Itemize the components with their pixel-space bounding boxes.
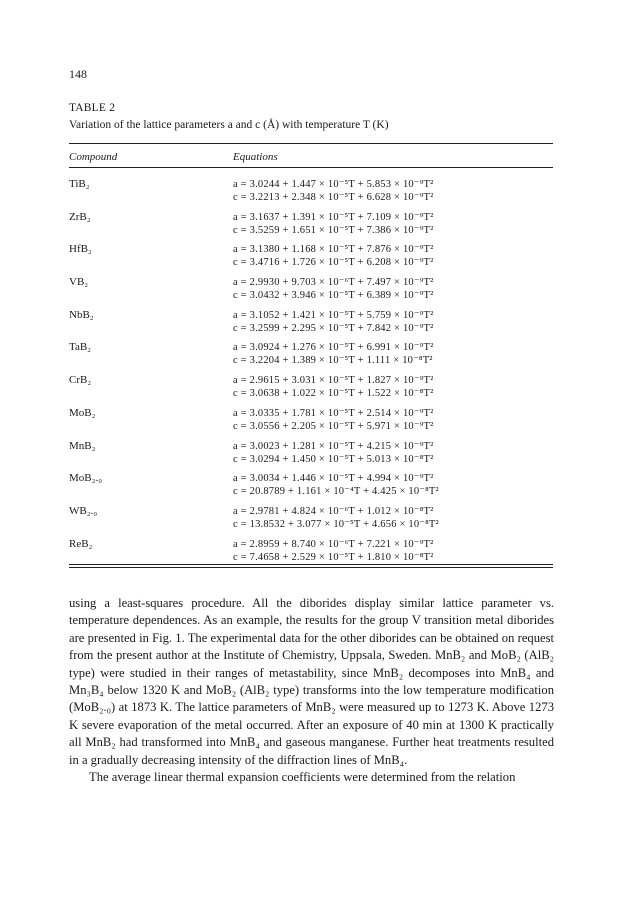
equation-c: c = 3.2213 + 2.348 × 10⁻⁵T + 6.628 × 10⁻⁹T² xyxy=(233,192,434,203)
table-row xyxy=(69,503,553,536)
table-row xyxy=(69,209,553,242)
compound-cell: CrB₂ xyxy=(69,374,92,387)
table-row xyxy=(69,176,553,209)
table-row xyxy=(69,339,553,372)
equation-c: c = 3.0432 + 3.946 × 10⁻⁵T + 6.389 × 10⁻⁹T² xyxy=(233,290,434,302)
equation-c: c = 3.4716 + 1.726 × 10⁻⁵T + 6.208 × 10⁻⁹T² xyxy=(233,257,434,269)
compound-cell: HfB₂ xyxy=(69,243,92,256)
equation-a: a = 3.0034 + 1.446 × 10⁻⁵T + 4.994 × 10⁻⁹T² xyxy=(233,473,434,485)
equation-a: a = 3.0335 + 1.781 × 10⁻⁵T + 2.514 × 10⁻⁹T² xyxy=(233,407,434,419)
table-row xyxy=(69,307,553,340)
table-body xyxy=(69,176,553,568)
equation-a: a = 2.8959 + 8.740 × 10⁻⁶T + 7.221 × 10⁻⁹T² xyxy=(233,538,434,550)
compound-cell: VB₂ xyxy=(69,276,89,289)
paragraph: The average linear thermal expansion coefficients were determined from the relation xyxy=(89,770,516,785)
compound-cell: ReB₂ xyxy=(69,537,93,550)
page-number: 148 xyxy=(69,67,87,81)
table-caption: Variation of the lattice parameters a and c (Å) with temperature T (K) xyxy=(69,119,389,131)
column-header-equations: Equations xyxy=(233,151,278,163)
equation-a: a = 3.1052 + 1.421 × 10⁻⁵T + 5.759 × 10⁻⁹T² xyxy=(233,309,434,321)
compound-cell: ZrB₂ xyxy=(69,210,91,223)
equation-a: a = 3.1637 + 1.391 × 10⁻⁵T + 7.109 × 10⁻⁹T² xyxy=(233,211,434,223)
table-bottom-rule xyxy=(69,564,553,565)
equation-a: a = 3.1380 + 1.168 × 10⁻⁵T + 7.876 × 10⁻⁹T² xyxy=(233,244,434,256)
table-row xyxy=(69,274,553,307)
compound-cell: NbB₂ xyxy=(69,308,94,321)
table-row xyxy=(69,405,553,438)
compound-cell: TiB₂ xyxy=(69,178,90,190)
table-row xyxy=(69,241,553,274)
column-header-compound: Compound xyxy=(69,151,118,163)
table-top-rule xyxy=(69,143,553,144)
table-header-rule xyxy=(69,167,553,168)
equation-c: c = 3.0638 + 1.022 × 10⁻⁵T + 1.522 × 10⁻⁸T² xyxy=(233,388,434,400)
equation-c: c = 3.0556 + 2.205 × 10⁻⁵T + 5.971 × 10⁻⁹T² xyxy=(233,420,434,432)
equation-c: c = 3.0294 + 1.450 × 10⁻⁵T + 5.013 × 10⁻⁸T² xyxy=(233,453,434,465)
equation-c: c = 20.8789 + 1.161 × 10⁻⁴T + 4.425 × 10⁻⁸T² xyxy=(233,486,439,498)
compound-cell: TaB₂ xyxy=(69,341,92,354)
equation-a: a = 2.9615 + 3.031 × 10⁻⁵T + 1.827 × 10⁻⁹T² xyxy=(233,375,434,387)
compound-cell: MoB₂ xyxy=(69,406,96,419)
equation-a: a = 3.0244 + 1.447 × 10⁻⁵T + 5.853 × 10⁻⁹T² xyxy=(233,179,434,190)
equation-a: a = 3.0924 + 1.276 × 10⁻⁵T + 6.991 × 10⁻⁹T² xyxy=(233,342,434,354)
equation-a: a = 2.9781 + 4.824 × 10⁻⁶T + 1.012 × 10⁻⁸T² xyxy=(233,505,434,517)
compound-cell: MoB₂.₀ xyxy=(69,472,103,485)
compound-cell: MnB₂ xyxy=(69,439,96,452)
table-row xyxy=(69,372,553,405)
equation-c: c = 13.8532 + 3.077 × 10⁻⁵T + 4.656 × 10⁻⁸T² xyxy=(233,518,439,530)
equation-c: c = 3.5259 + 1.651 × 10⁻⁵T + 7.386 × 10⁻⁹T² xyxy=(233,224,434,236)
equation-a: a = 3.0023 + 1.281 × 10⁻⁵T + 4.215 × 10⁻⁹T² xyxy=(233,440,434,452)
paragraph: using a least-squares procedure. All the diborides display similar lattice parameter vs. temperature dependences. As an example, the results for the group V transition metal diborides are presented in Fig. 1. The experimental data for the other diborides can be obtained on request from the present author at the Institute of Chemistry, Uppsala, Sweden. MnB₂ and MoB₂ (AlB₂ type) were studied in their ranges of metastability, since MnB₂ decomposes into MnB₄ and Mn₃B₄ below 1320 K and MoB₂ (AlB₂ type) transforms into the low temperature modification (MoB₂.₀) at 1873 K. The lattice parameters of MnB₂ were measured up to 1273 K. Above 1273 K severe evaporation of the metal occurred. After an exposure of 40 min at 1300 K practically all MnB₂ had transformed into MnB₄ and gaseous manganese. Further heat treatments resulted in a gradually decreasing intensity of the diffraction lines of MnB₄. xyxy=(69,596,554,767)
equation-c: c = 7.4658 + 2.529 × 10⁻⁵T + 1.810 × 10⁻⁸T² xyxy=(233,551,434,563)
equation-c: c = 3.2599 + 2.295 × 10⁻⁵T + 7.842 × 10⁻⁹T² xyxy=(233,322,434,334)
equation-c: c = 3.2204 + 1.389 × 10⁻⁵T + 1.111 × 10⁻⁸T² xyxy=(233,355,433,367)
table-row xyxy=(69,438,553,471)
table-bottom-rule-double xyxy=(69,567,553,568)
table-row xyxy=(69,470,553,503)
equation-a: a = 2.9930 + 9.703 × 10⁻⁶T + 7.497 × 10⁻⁹T² xyxy=(233,277,434,289)
table-label: TABLE 2 xyxy=(69,102,116,114)
compound-cell: WB₂.₀ xyxy=(69,504,98,517)
body-text xyxy=(69,595,554,786)
